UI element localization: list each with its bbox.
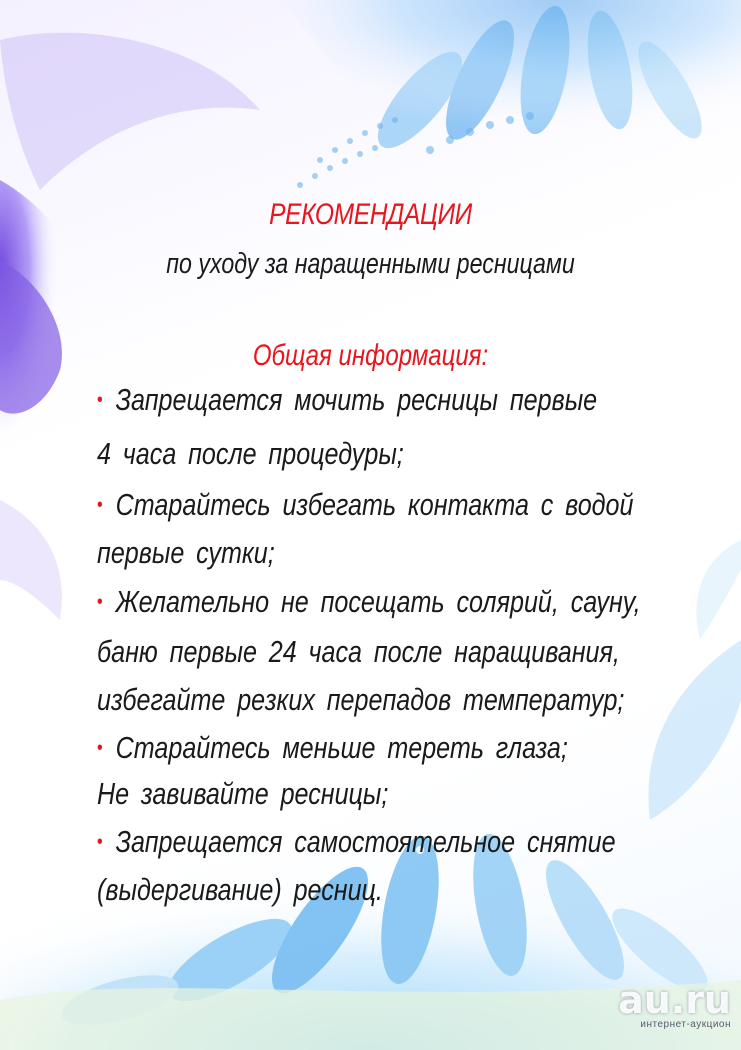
list-item-text: Желательно не посещать солярий, сауну, [115, 584, 641, 619]
list-item-text: баню первые 24 часа после наращивания, [97, 634, 620, 669]
bullet-icon: • [97, 494, 103, 516]
list-item [97, 485, 680, 525]
list-item-text: избегайте резких перепадов температур; [97, 682, 625, 717]
list-item-continuation [97, 434, 680, 474]
list-item-continuation [97, 680, 680, 720]
list-item [97, 582, 680, 622]
list-item-continuation [97, 632, 680, 672]
page-title: РЕКОМЕНДАЦИИ [269, 198, 472, 231]
list-item-text: Запрещается самостоятельное снятие [115, 824, 616, 859]
list-item-text: 4 часа после процедуры; [97, 436, 404, 471]
list-item [97, 380, 680, 420]
list-item-text: первые сутки; [97, 535, 275, 570]
list-item-continuation [97, 774, 680, 814]
watermark-logo: au.ru [618, 978, 731, 1022]
list-item-text: Старайтесь меньше тереть глаза; [115, 730, 568, 765]
page-subtitle: по уходу за нарaщенными ресницами [166, 248, 575, 280]
watermark [618, 978, 731, 1030]
bullet-icon: • [97, 831, 103, 853]
list-item [97, 728, 680, 768]
watermark-tagline: интернет-аукцион [640, 1019, 731, 1030]
list-item-continuation [97, 533, 680, 573]
bullet-icon: • [97, 591, 103, 613]
list-item-text: Запрещается мочить ресницы первые [115, 382, 598, 417]
bullet-icon: • [97, 389, 103, 411]
list-item-text: (выдергивание) ресниц. [97, 872, 383, 907]
section-heading: Общая информация: [252, 339, 489, 372]
list-item [97, 822, 680, 862]
list-item-text: Старайтесь избегать контакта с водой [115, 487, 634, 522]
bullet-icon: • [97, 737, 103, 759]
list-item-text: Не завивайте ресницы; [97, 776, 389, 811]
list-item-continuation [97, 870, 680, 910]
